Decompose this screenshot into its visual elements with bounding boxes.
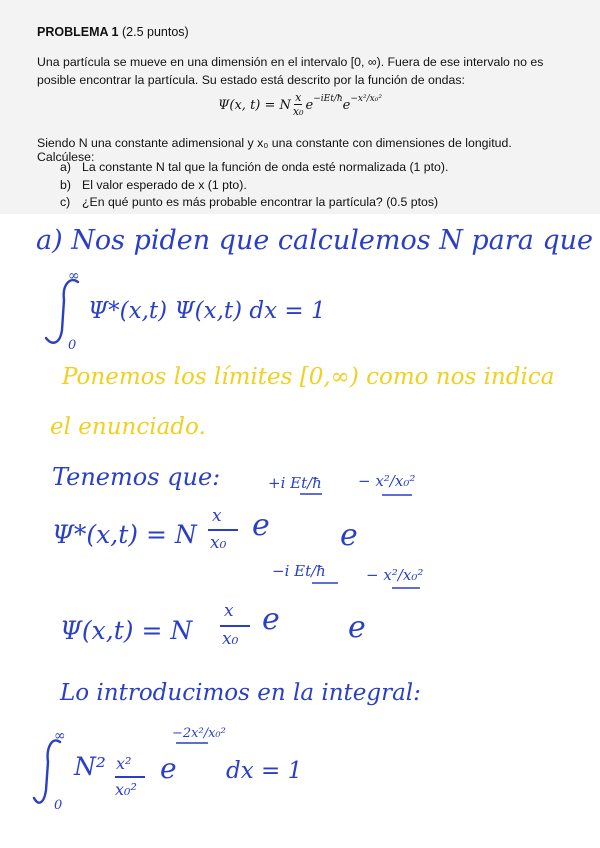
task-text: La constante N tal que la función de onda esté normalizada (1 pto).: [82, 160, 449, 174]
problem-statement: Una partícula se mueve en una dimensión en el intervalo [0, ∞). Fuera de ese intervalo no es posible encontrar la partícula. Su estado está descrito por la función de ondas:: [37, 55, 544, 87]
formula-exp1: e: [305, 97, 314, 113]
psi-e2-sup: − x²/x₀²: [366, 566, 424, 584]
psi-e1-sup: −i Et/ħ: [272, 562, 326, 580]
formula-exp2: e: [342, 97, 351, 113]
final-frac-den: x₀²: [115, 780, 137, 799]
psi-star-e1-sup: +i Et/ħ: [268, 474, 322, 492]
formula-frac-den: x₀: [292, 105, 304, 118]
psi-star-e2-sup: − x²/x₀²: [358, 472, 416, 490]
task-text: El valor esperado de x (1 pto).: [82, 178, 247, 192]
introducimos-line: Lo introducimos en la integral:: [60, 680, 421, 706]
psi-frac-num: x: [224, 601, 234, 621]
final-integral-upper: ∞: [54, 728, 66, 744]
integral-lower-limit: 0: [68, 338, 77, 353]
psi-e2: e: [348, 610, 366, 645]
task-label: a): [60, 160, 71, 174]
final-exponent: −2x²/x₀²: [172, 726, 226, 741]
psi-star-lhs: Ψ*(x,t) = N: [52, 520, 197, 549]
yellow-note-line-2: el enunciado.: [50, 414, 206, 440]
psi-frac-den: x₀: [222, 629, 239, 649]
task-label: c): [60, 195, 71, 209]
final-rhs: dx = 1: [226, 758, 303, 784]
psi-lhs: Ψ(x,t) = N: [60, 616, 193, 645]
final-n-squared: N²: [74, 752, 106, 781]
task-text: ¿En qué punto es más probable encontrar la partícula? (0.5 ptos): [82, 195, 439, 209]
final-frac-num: x²: [116, 754, 132, 773]
yellow-note-line-1: Ponemos los límites [0,∞) como nos indica: [62, 364, 555, 390]
psi-star-frac-num: x: [212, 506, 222, 526]
integral-upper-limit: ∞: [68, 268, 80, 284]
psi-star-e2: e: [340, 518, 358, 553]
normalization-integral: Ψ*(x,t) Ψ(x,t) dx = 1: [88, 298, 326, 324]
formula-exp1-sup: −iEt/ħ: [313, 94, 343, 104]
integral-sign: [46, 280, 78, 343]
formula-exp2-sup: −x²/x₀²: [350, 94, 382, 104]
hand-line-1: a) Nos piden que calculemos N para que: [36, 225, 594, 256]
psi-e1: e: [262, 602, 280, 637]
problem-points: (2.5 puntos): [121, 25, 189, 39]
problem-title-bold: PROBLEMA 1: [37, 25, 119, 39]
tenemos-que: Tenemos que:: [52, 463, 221, 491]
psi-star-e1: e: [252, 508, 270, 543]
problem-conditions: Siendo N una constante adimensional y x₀ una constante con dimensiones de longitud. Calcúlese:: [37, 136, 512, 164]
psi-star-frac-den: x₀: [210, 533, 227, 553]
formula-lhs: Ψ(x, t) = N: [218, 97, 291, 113]
integral-sign: [34, 740, 60, 802]
final-integral-lower: 0: [54, 798, 63, 813]
task-label: b): [60, 178, 71, 192]
formula-frac-num: x: [295, 91, 302, 104]
final-exponential: e: [160, 752, 177, 785]
